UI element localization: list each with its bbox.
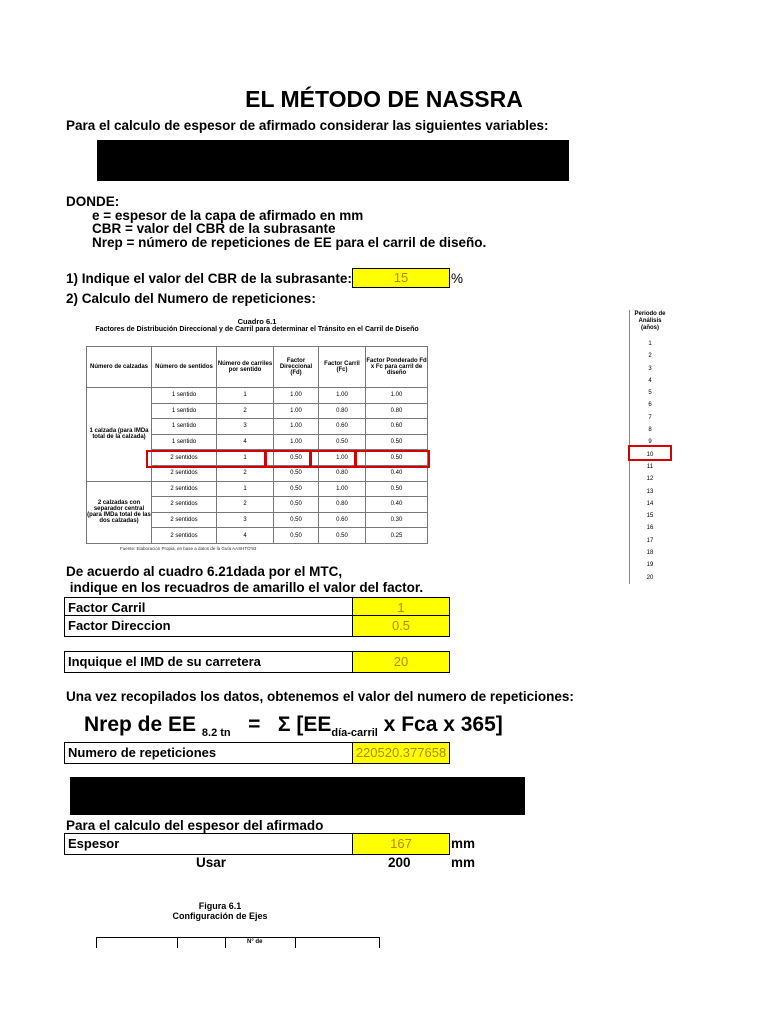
side-table-row: 13 (646, 488, 654, 495)
table-cell: 1.00 (274, 419, 319, 435)
table-cell: 1.00 (319, 481, 366, 497)
table-cell: 4 (217, 528, 274, 544)
numero-rep-output: 220520.377658 (352, 742, 450, 764)
th-fd: Factor Direccional (Fd) (274, 347, 319, 388)
step1-label: 1) Indique el valor del CBR de la subrasante: (66, 271, 352, 286)
side-table-row: 12 (646, 476, 654, 483)
table-cell: 0.30 (366, 512, 428, 528)
figura-subtitle: Configuración de Ejes (172, 911, 268, 921)
table-cell: 1 sentido (152, 403, 217, 419)
espesor-label: Espesor (64, 833, 353, 855)
espesor-intro: Para el calculo del espesor del afirmado (66, 818, 324, 833)
side-table-row: 6 (648, 402, 652, 409)
table-cell: 2 sentidos (152, 528, 217, 544)
donde-line-cbr: CBR = valor del CBR de la subrasante (92, 221, 336, 236)
imd-label: Inquique el IMD de su carretera (64, 651, 353, 673)
table-cell: 0.50 (274, 481, 319, 497)
side-table-row: 10 (646, 451, 654, 458)
th-carriles: Número de carriles por sentido (217, 347, 274, 388)
side-table-row: 16 (646, 525, 654, 532)
side-table-row: 2 (648, 353, 652, 360)
table-cell: 1.00 (274, 403, 319, 419)
cuadro-subtitle: Factores de Distribución Direccional y de Carril para determinar el Tránsito en el Carril de Diseño (95, 326, 419, 333)
figura-table-top (96, 937, 380, 948)
usar-value: 200 (388, 855, 411, 870)
table-cell: 1.00 (319, 388, 366, 404)
cuadro-source: Fuente: Elaboración Propia, en base a datos de la Guía AASHTO'93 (120, 546, 257, 551)
usar-unit: mm (451, 855, 476, 870)
espesor-unit: mm (451, 836, 476, 851)
table-cell: 0.40 (366, 497, 428, 513)
highlight-sentidos (146, 450, 266, 468)
table-cell: 1 sentido (152, 388, 217, 404)
table-cell: 2 (217, 497, 274, 513)
table-cell: 1 sentido (152, 434, 217, 450)
table-cell: 2 sentidos (152, 450, 217, 466)
formula-sub-82tn: 8.2 tn (201, 727, 231, 740)
table-cell: 2 sentidos (152, 481, 217, 497)
table-cell: 0.50 (274, 512, 319, 528)
table-cell: 0.80 (319, 403, 366, 419)
table-cell: 1 (217, 450, 274, 466)
table-cell: 2 (217, 465, 274, 481)
table-cell: 0.50 (274, 528, 319, 544)
th-sentidos: Número de sentidos (152, 347, 217, 388)
donde-heading: DONDE: (66, 194, 120, 209)
numero-rep-label: Numero de repeticiones (64, 742, 353, 764)
imd-input[interactable]: 20 (352, 651, 450, 673)
formula-right: x Fca x 365] (377, 713, 503, 736)
table-cell: 2 sentidos (152, 465, 217, 481)
donde-line-e: e = espesor de la capa de afirmado en mm (92, 208, 364, 223)
side-table-row: 8 (648, 427, 652, 434)
side-table-row: 9 (648, 439, 652, 446)
highlight-fd (265, 450, 311, 468)
figura-col-partial: N° de (247, 939, 263, 945)
table-cell: 1.00 (274, 434, 319, 450)
table-cell: 0.60 (366, 419, 428, 435)
table-cell: 0.80 (319, 497, 366, 513)
espesor-output: 167 (352, 833, 450, 855)
cuadro-table (86, 346, 428, 544)
figura-title: Figura 6.1 (198, 901, 242, 911)
table-cell: 1 (217, 481, 274, 497)
cbr-input[interactable]: 15 (352, 268, 450, 288)
factor-direccion-label: Factor Direccion (64, 615, 353, 637)
th-ponderado: Factor Ponderado Fd x Fc para carril de diseño (366, 347, 428, 388)
formula-sigma: Σ [EE (277, 713, 332, 736)
side-table-row: 18 (646, 550, 654, 557)
table-cell: 2 (217, 403, 274, 419)
side-table-row: 17 (646, 537, 654, 544)
formula-image-2 (70, 777, 525, 815)
table-cell: 0.50 (319, 434, 366, 450)
nrep-formula (84, 713, 503, 739)
table-cell: 0.50 (366, 434, 428, 450)
table-cell: 1.00 (319, 450, 366, 466)
side-table-row: 14 (646, 500, 654, 507)
table-header-row (87, 347, 428, 388)
table-cell: 3 (217, 512, 274, 528)
side-table-row: 19 (646, 562, 654, 569)
formula-sub-dia-carril: día-carril (331, 727, 378, 740)
table-cell: 4 (217, 434, 274, 450)
side-table-row: 20 (646, 574, 654, 581)
side-table-row: 4 (648, 377, 652, 384)
side-table-row: 11 (646, 463, 654, 470)
table-cell: 1.00 (366, 388, 428, 404)
formula-left: Nrep de EE (84, 713, 197, 736)
table-cell: 1 (217, 388, 274, 404)
side-table-row: 5 (648, 390, 652, 397)
table-cell: 0.50 (274, 465, 319, 481)
table-cell: 1.00 (274, 388, 319, 404)
table-cell: 0.50 (319, 528, 366, 544)
side-table-header: Periodo de Análisis (años) (634, 311, 666, 331)
side-table-row: 3 (648, 365, 652, 372)
table-cell: 0.40 (366, 465, 428, 481)
intro-text: Para el calculo de espesor de afirmado considerar las siguientes variables: (66, 118, 549, 133)
factor-carril-input[interactable]: 1 (352, 597, 450, 619)
highlight-period-10 (628, 445, 672, 461)
table-cell: 0.50 (274, 450, 319, 466)
mtc-text-1: De acuerdo al cuadro 6.21dada por el MTC, (66, 564, 343, 579)
th-calzadas: Número de calzadas (87, 347, 152, 388)
mtc-text-2: indique en los recuadros de amarillo el valor del factor. (66, 580, 424, 595)
formula-equals: = (248, 713, 261, 736)
table-row (87, 388, 428, 404)
formula-image-1 (97, 140, 569, 181)
th-fc: Factor Carril (Fc) (319, 347, 366, 388)
table-cell: 0.60 (319, 419, 366, 435)
donde-line-nrep: Nrep = número de repeticiones de EE para el carril de diseño. (92, 235, 487, 250)
usar-label: Usar (196, 855, 227, 870)
table-cell: 0.50 (274, 497, 319, 513)
side-table-row: 7 (648, 414, 652, 421)
side-table-row: 15 (646, 513, 654, 520)
side-table-row: 1 (648, 341, 652, 347)
group-1-calzada: 1 calzada (para IMDa total de la calzada) (87, 388, 152, 482)
cbr-unit: % (451, 271, 464, 286)
table-cell: 0.80 (319, 465, 366, 481)
table-cell: 0.50 (366, 481, 428, 497)
table-cell: 0.80 (366, 403, 428, 419)
table-cell: 0.25 (366, 528, 428, 544)
step2-label: 2) Calculo del Numero de repeticiones: (66, 291, 316, 306)
table-cell: 2 sentidos (152, 512, 217, 528)
factor-direccion-input[interactable]: 0.5 (352, 615, 450, 637)
recopilados-text: Una vez recopilados los datos, obtenemos el valor del numero de repeticiones: (66, 689, 574, 704)
page-title: EL MÉTODO DE NASSRA (245, 86, 523, 112)
table-cell: 0.50 (366, 450, 428, 466)
table-cell: 3 (217, 419, 274, 435)
factor-carril-label: Factor Carril (64, 597, 353, 619)
table-row (87, 481, 428, 497)
cuadro-title: Cuadro 6.1 (237, 317, 277, 326)
highlight-ponderado (355, 450, 430, 468)
table-cell: 2 sentidos (152, 497, 217, 513)
group-2-calzadas: 2 calzadas con separador central (para IMDa total de las dos calzadas) (87, 481, 152, 543)
highlight-fc (310, 450, 356, 468)
table-cell: 0.60 (319, 512, 366, 528)
table-cell: 1 sentido (152, 419, 217, 435)
